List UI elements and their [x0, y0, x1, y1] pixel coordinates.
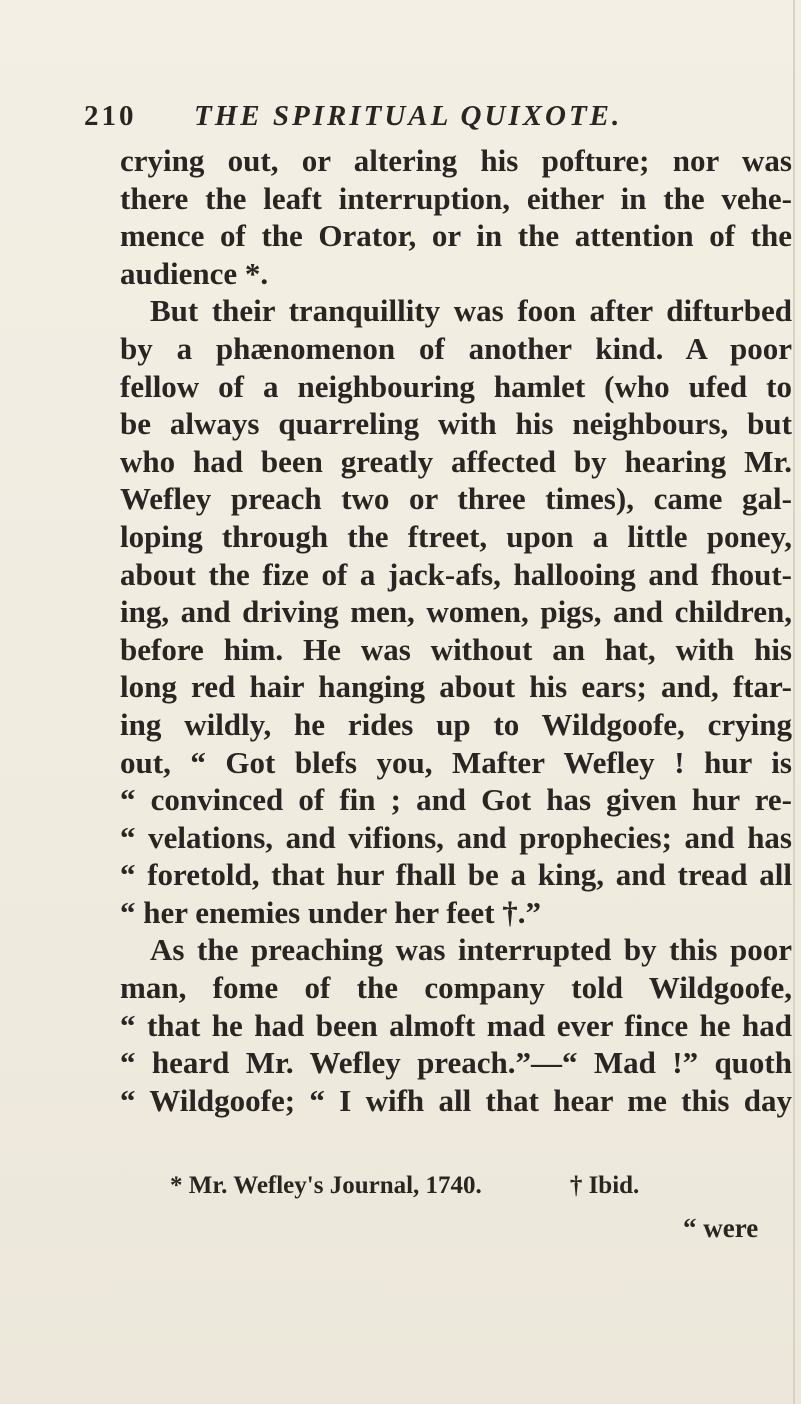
text-line: “ heard Mr. Wefley preach.”—“ Mad !” quoth — [120, 1045, 792, 1081]
text-line: Wefley preach two or three times), came gal- — [120, 481, 792, 517]
text-line: who had been greatly affected by hearing Mr. — [120, 443, 792, 479]
body-text — [120, 142, 792, 1119]
text-line: loping through the ftreet, upon a little poney, — [120, 518, 792, 554]
text-line: “ foretold, that hur fhall be a king, and tread all — [120, 857, 792, 893]
page-edge — [793, 0, 795, 1404]
footnote-journal: * Mr. Wefley's Journal, 1740. — [170, 1172, 482, 1199]
text-line: But their tranquillity was foon after difturbed — [150, 293, 792, 329]
running-title: THE SPIRITUAL QUIXOTE. — [194, 100, 623, 132]
text-line: As the preaching was interrupted by this poor — [150, 932, 792, 968]
text-line: about the fize of a jack-afs, hallooing and fhout- — [120, 556, 792, 592]
text-line: by a phænomenon of another kind. A poor — [120, 330, 792, 366]
footnote-ibid: † Ibid. — [569, 1172, 640, 1199]
text-line: be always quarreling with his neighbours, but — [120, 406, 792, 442]
text-line: ing, and driving men, women, pigs, and children, — [120, 594, 792, 630]
text-line: audience *. — [120, 255, 269, 291]
text-line: man, fome of the company told Wildgoofe, — [120, 970, 792, 1006]
text-line: out, “ Got blefs you, Mafter Wefley ! hur is — [120, 744, 792, 780]
text-line: before him. He was without an hat, with his — [120, 631, 792, 667]
footnotes — [170, 1172, 730, 1200]
catchword: “ were — [683, 1213, 759, 1243]
text-line: “ that he had been almoft mad ever fince he had — [120, 1007, 792, 1043]
text-line: mence of the Orator, or in the attention of the — [120, 218, 792, 254]
running-header — [84, 100, 734, 133]
text-line: crying out, or altering his pofture; nor was — [120, 143, 792, 178]
text-line: “ convinced of fin ; and Got has given hur re- — [120, 782, 792, 818]
text-line: “ her enemies under her feet †.” — [120, 894, 542, 930]
text-line: ing wildly, he rides up to Wildgoofe, crying — [120, 706, 792, 742]
text-line: long red hair hanging about his ears; and, ftar- — [120, 669, 792, 705]
text-line: “ velations, and vifions, and prophecies; and has — [120, 819, 792, 855]
text-line: fellow of a neighbouring hamlet (who ufed to — [120, 368, 792, 404]
page-number: 210 — [84, 100, 137, 132]
text-line: “ Wildgoofe; “ I wifh all that hear me this day — [120, 1082, 792, 1118]
text-line: there the leaft interruption, either in the vehe- — [120, 180, 792, 216]
